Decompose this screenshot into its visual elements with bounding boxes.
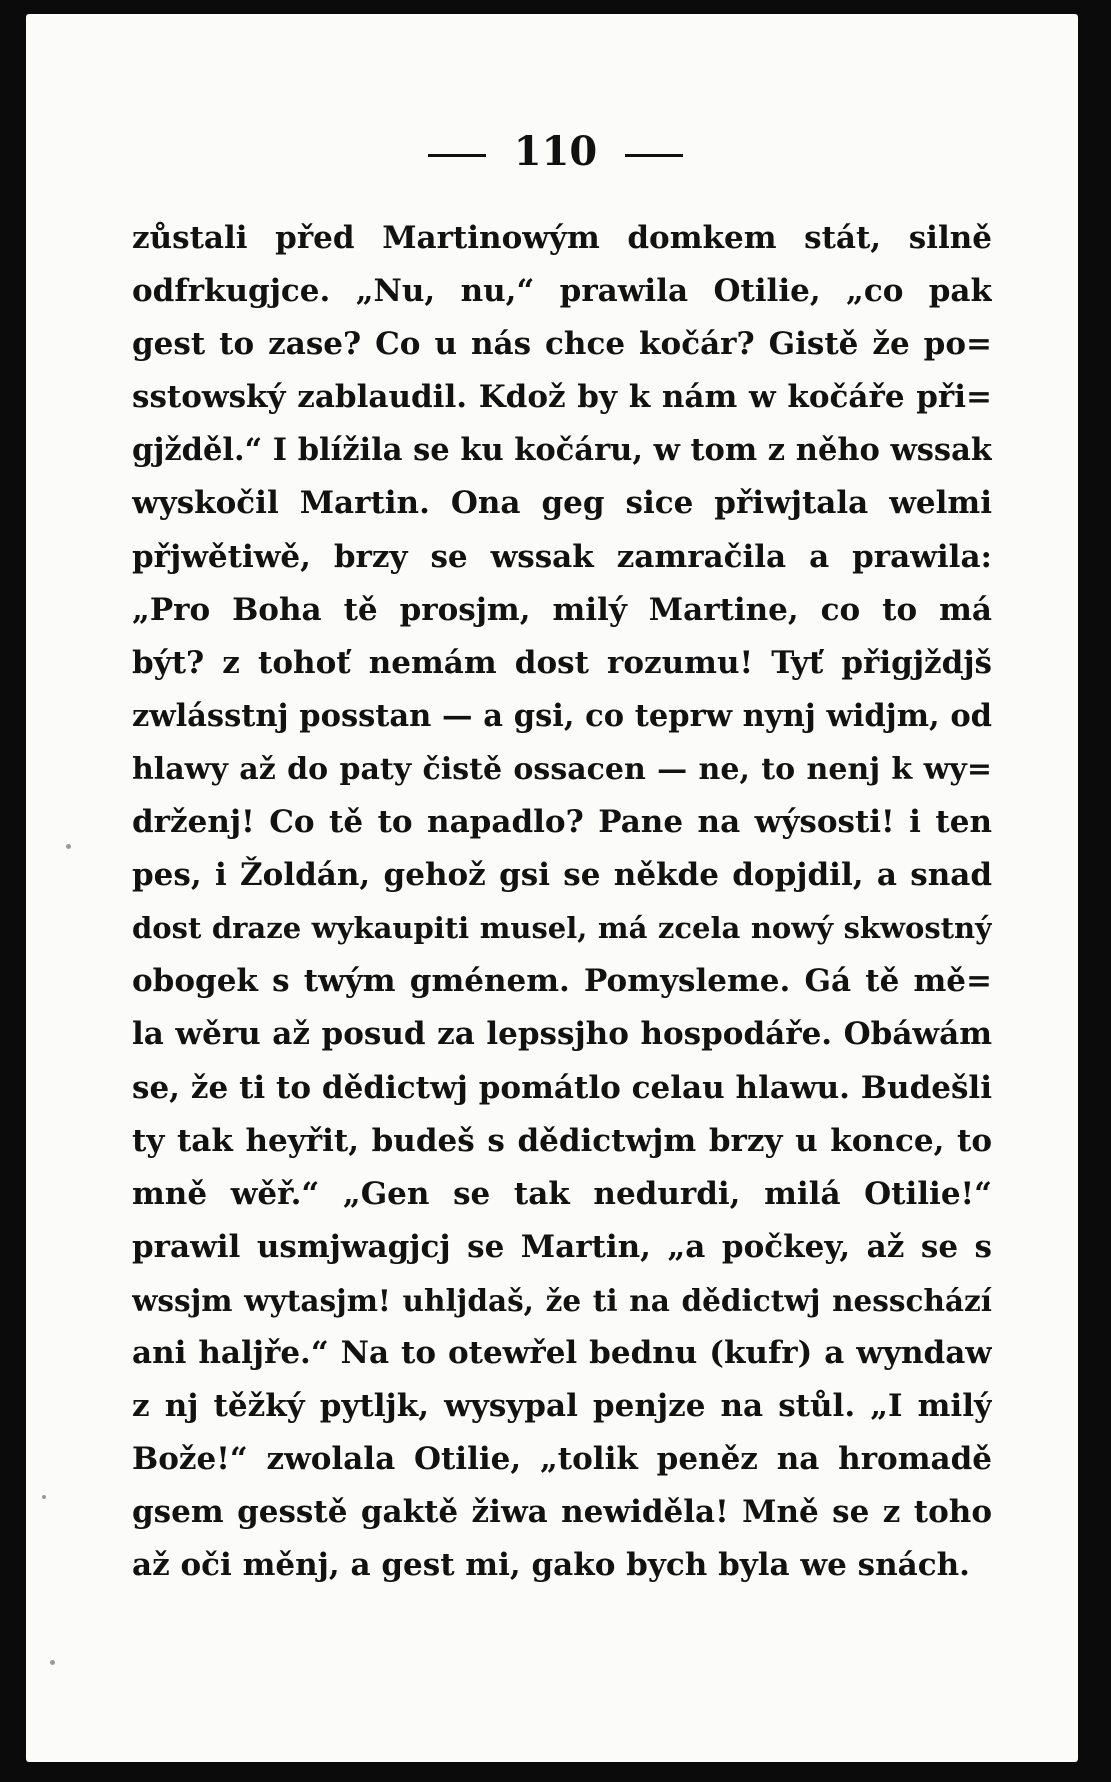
body-text bbox=[132, 212, 992, 1592]
paper-speck bbox=[50, 1660, 55, 1665]
text-line: přjwětiwě, brzy se wssak zamračila a prawila: bbox=[132, 538, 992, 575]
text-line: odfrkugjce. „Nu, nu,“ prawila Otilie, „co pak bbox=[132, 273, 992, 310]
text-line: z nj těžký pytljk, wysypal penjze na stůl. „I milý bbox=[132, 1388, 992, 1425]
page-header bbox=[0, 128, 1111, 175]
text-line: prawil usmjwagjcj se Martin, „a počkey, až se s bbox=[132, 1228, 992, 1265]
text-line: wssjm wytasjm! uhljdaš, že ti na dědictwj nesschází bbox=[132, 1282, 992, 1318]
text-line: se, že ti to dědictwj pomátlo celau hlawu. Budešli bbox=[132, 1069, 992, 1106]
paper-speck bbox=[42, 1495, 46, 1499]
text-line: gsem gesstě gaktě žiwa newiděla! Mně se z toho bbox=[132, 1494, 992, 1531]
paper-speck bbox=[66, 844, 71, 849]
text-line: ani haljře.“ Na to otewřel bednu (kufr) a wyndaw bbox=[132, 1334, 992, 1371]
text-line: zůstali před Martinowým domkem stát, silně bbox=[132, 220, 992, 256]
text-line: být? z tohoť nemám dost rozumu! Tyť přigjždjš bbox=[132, 644, 992, 681]
text-line: dost draze wykaupiti musel, má zcela nowý skwostný bbox=[132, 911, 992, 946]
text-line: hlawy až do paty čistě ossacen — ne, to nenj k wy= bbox=[132, 751, 992, 787]
text-line: sstowský zablaudil. Kdož by k nám w kočáře při= bbox=[132, 379, 992, 416]
text-line: zwlásstnj posstan — a gsi, co teprw nynj widjm, od bbox=[132, 697, 992, 734]
text-line: obogek s twým gménem. Pomysleme. Gá tě mě= bbox=[132, 963, 992, 1000]
text-line: ty tak heyřit, budeš s dědictwjm brzy u konce, to bbox=[132, 1122, 992, 1159]
text-line: la wěru až posud za lepssjho hospodáře. Obáwám bbox=[132, 1016, 992, 1053]
header-dash-left bbox=[428, 154, 486, 157]
header-dash-right bbox=[625, 154, 683, 157]
text-line: mně wěř.“ „Gen se tak nedurdi, milá Otilie!“ bbox=[132, 1175, 992, 1212]
page-number: 110 bbox=[513, 128, 598, 175]
text-line: gest to zase? Co u nás chce kočár? Gistě že po= bbox=[132, 326, 992, 363]
text-line: až oči měnj, a gest mi, gako bych byla we snách. bbox=[132, 1547, 970, 1584]
text-line: drženj! Co tě to napadlo? Pane na wýsosti! i ten bbox=[132, 804, 992, 841]
text-line: wyskočil Martin. Ona geg sice přiwjtala welmi bbox=[132, 485, 992, 522]
text-line: „Pro Boha tě prosjm, milý Martine, co to má bbox=[132, 591, 992, 628]
text-line: gjžděl.“ I blížila se ku kočáru, w tom z něho wssak bbox=[132, 432, 992, 469]
text-line: pes, i Žoldán, gehož gsi se někde dopjdil, a snad bbox=[132, 857, 992, 894]
text-line: Bože!“ zwolala Otilie, „tolik peněz na hromadě bbox=[132, 1441, 992, 1478]
